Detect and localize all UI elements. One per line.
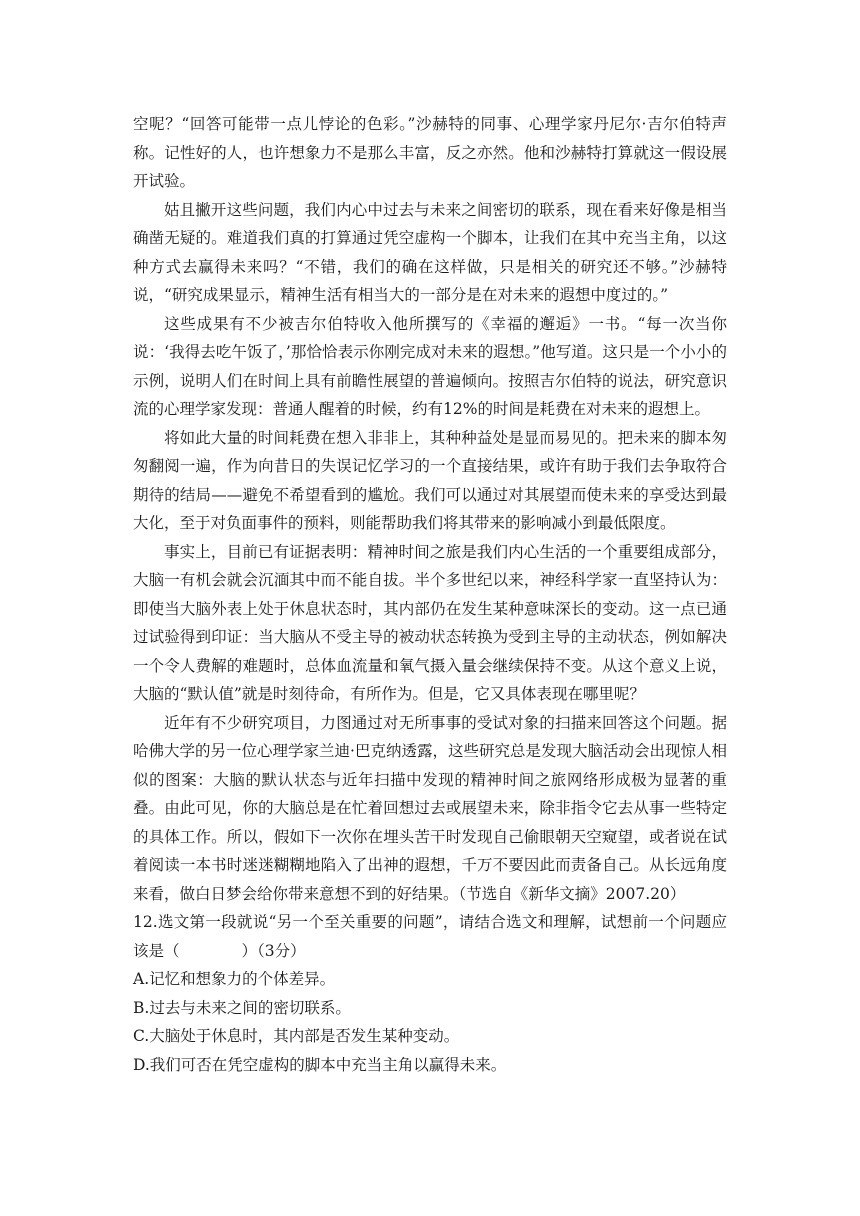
question-stem: 12.选文第一段就说“另一个至关重要的问题”，请结合选文和理解，试想前一个问题应该是（ ）（3分） [133,913,727,960]
passage-paragraph-2: 姑且撇开这些问题，我们内心中过去与未来之间密切的联系，现在看来好像是相当确凿无疑的。难道我们真的打算通过凭空虚构一个脚本，让我们在其中充当主角，以这种方式去赢得未来吗？“不错，我们的确在这样做，只是相关的研究还不够。”沙赫特说，“研究成果显示，精神生活有相当大的一部分是在对未来的遐想中度过的。” [133,200,727,304]
passage-paragraph-4: 将如此大量的时间耗费在想入非非上，其种种益处是显而易见的。把未来的脚本匆匆翻阅一遍，作为向昔日的失误记忆学习的一个直接结果，或许有助于我们去争取符合期待的结局——避免不希望看到的尴尬。我们可以通过对其展望而使未来的享受达到最大化，至于对负面事件的预料，则能帮助我们将其带来的影响减小到最低限度。 [133,428,727,532]
passage-paragraph-3: 这些成果有不少被吉尔伯特收入他所撰写的《幸福的邂逅》一书。“每一次当你说：‘我得去吃午饭了，’那恰恰表示你刚完成对未来的遐想。”他写道。这只是一个小小的示例，说明人们在时间上具有前瞻性展望的普遍倾向。按照吉尔伯特的说法，研究意识流的心理学家发现：普通人醒着的时候，约有12%的时间是耗费在对未来的遐想上。 [133,314,727,418]
question-option-d: D.我们可否在凭空虚构的脚本中充当主角以赢得未来。 [133,1055,507,1074]
passage-paragraph-5: 事实上，目前已有证据表明：精神时间之旅是我们内心生活的一个重要组成部分，大脑一有机会就会沉湎其中而不能自拔。半个多世纪以来，神经科学家一直坚持认为：即使当大脑外表上处于休息状态时，其内部仍在发生某种意味深长的变动。这一点已通过试验得到印证：当大脑从不受主导的被动状态转换为受到主导的主动状态，例如解决一个令人费解的难题时，总体血流量和氧气摄入量会继续保持不变。从这个意义上说，大脑的“默认值”就是时刻待命，有所作为。但是，它又具体表现在哪里呢？ [133,542,727,703]
question-option-b: B.过去与未来之间的密切联系。 [133,998,351,1017]
document-content [133,110,727,1079]
passage-paragraph-1: 空呢？“回答可能带一点儿悖论的色彩。”沙赫特的同事、心理学家丹尼尔·吉尔伯特声称。记性好的人，也许想象力不是那么丰富，反之亦然。他和沙赫特打算就这一假设展开试验。 [133,115,727,190]
question-option-c: C.大脑处于休息时，其内部是否发生某种变动。 [133,1027,460,1045]
question-option-a: A.记忆和想象力的个体差异。 [133,970,336,988]
passage-paragraph-6: 近年有不少研究项目，力图通过对无所事事的受试对象的扫描来回答这个问题。据哈佛大学的另一位心理学家兰迪·巴克纳透露，这些研究总是发现大脑活动会出现惊人相似的图案：大脑的默认状态与近年扫描中发现的精神时间之旅网络形成极为显著的重叠。由此可见，你的大脑总是在忙着回想过去或展望未来，除非指令它去从事一些特定的具体工作。所以，假如下一次你在埋头苦干时发现自己偷眼朝天空窥望，或者说在试着阅读一本书时迷迷糊糊地陷入了出神的遐想，千万不要因此而责备自己。从长远角度来看，做白日梦会给你带来意想不到的好结果。（节选自《新华文摘》2007.20） [133,713,727,903]
